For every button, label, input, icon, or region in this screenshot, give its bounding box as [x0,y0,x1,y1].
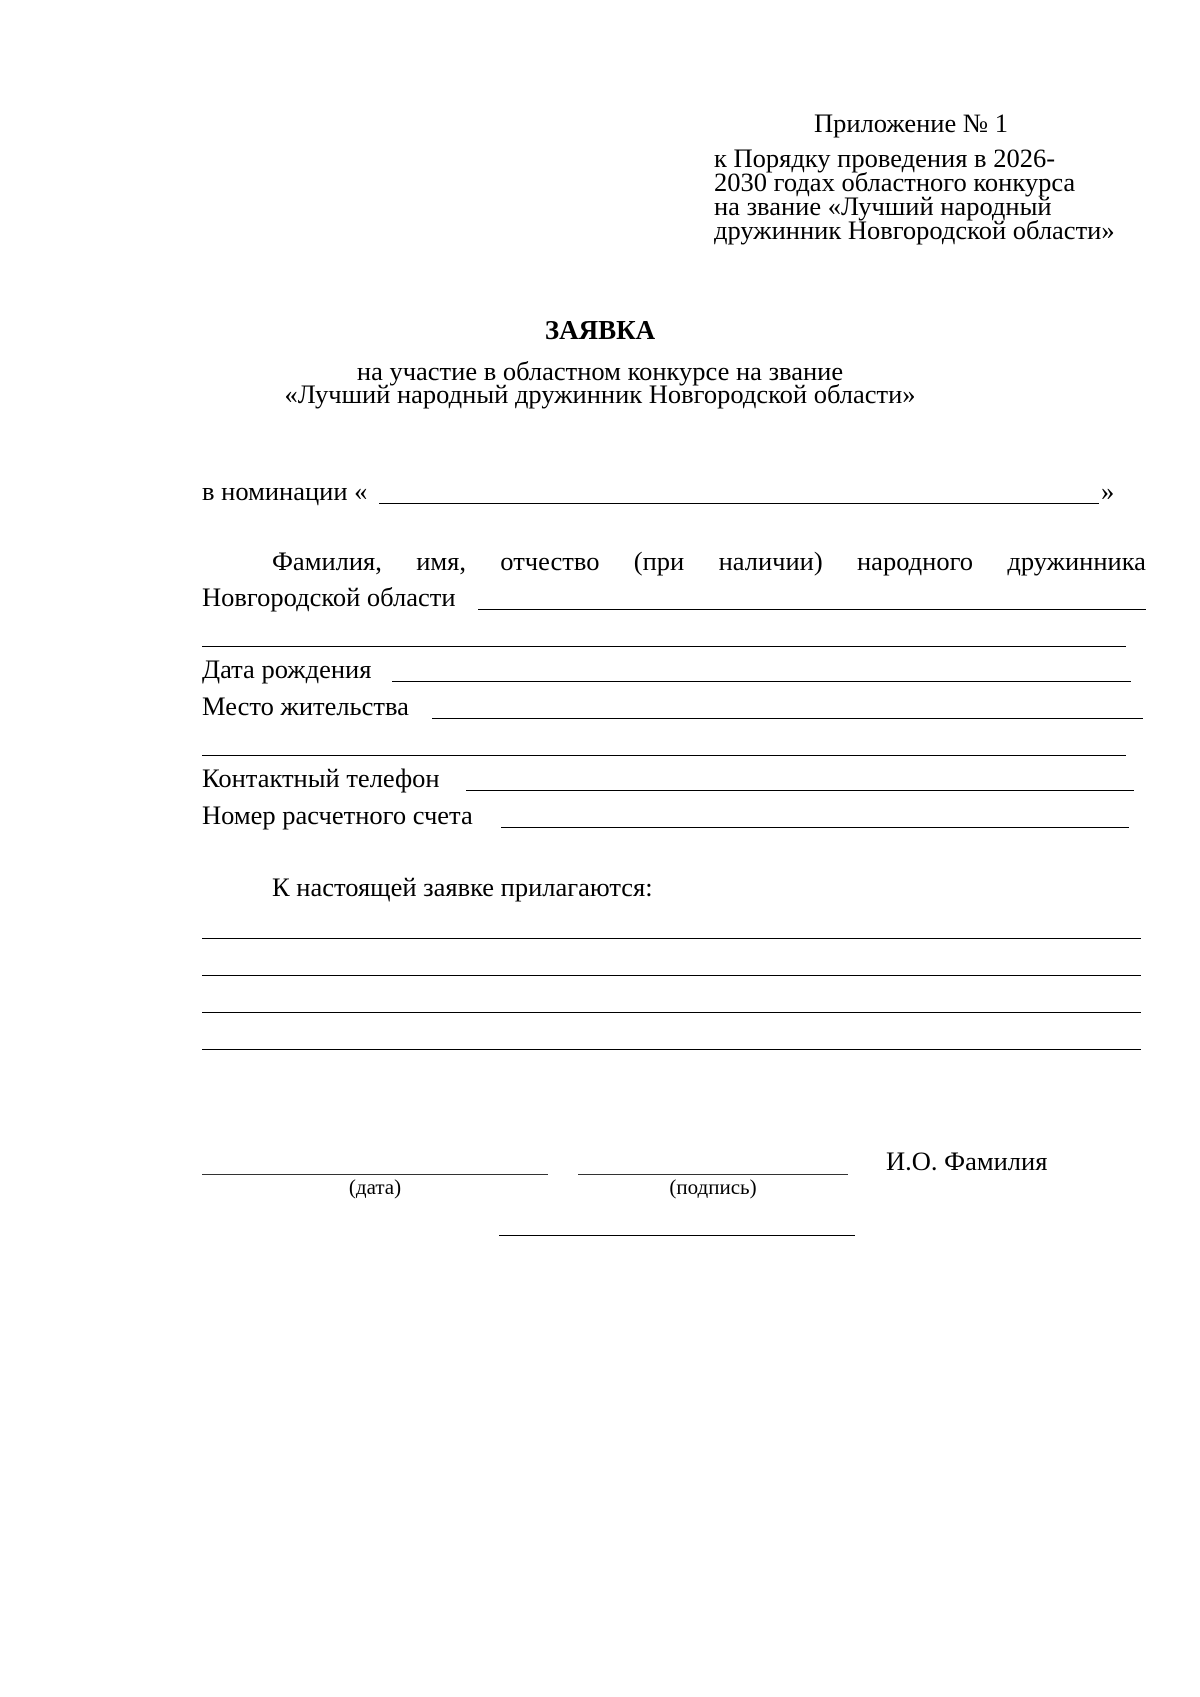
extra-signature-line[interactable] [499,1235,855,1236]
attachments-label: К настоящей заявке прилагаются: [272,872,653,902]
fio-field-continuation[interactable] [202,646,1126,647]
phone-label: Контактный телефон [202,763,440,793]
appendix-reference [714,143,1144,245]
fio-word: отчество [500,546,600,576]
appendix-line: дружинник Новгородской области» [714,215,1115,245]
fio-field[interactable] [478,609,1146,610]
fio-word: (при [633,546,685,576]
phone-field[interactable] [466,790,1134,791]
birth-date-field[interactable] [392,681,1131,682]
nomination-field[interactable] [379,503,1099,504]
residence-label: Место жительства [202,691,409,721]
appendix-line: 2030 годах областного конкурса [714,167,1076,197]
fio-label-line2: Новгородской области [202,582,456,612]
nomination-label: в номинации « [202,476,368,506]
attachments-field[interactable] [202,1049,1141,1050]
fio-word: наличии) [718,546,823,576]
nomination-closing-quote: » [1101,476,1115,506]
appendix-line: к Порядку проведения в 2026- [714,143,1056,173]
appendix-line: на звание «Лучший народный [714,191,1052,221]
signature-caption: (подпись) [669,1175,757,1199]
appendix-title: Приложение № 1 [814,108,1009,138]
residence-field-continuation[interactable] [202,755,1126,756]
birth-date-label: Дата рождения [202,654,372,684]
attachments-field[interactable] [202,1012,1141,1013]
account-field[interactable] [501,827,1129,828]
account-label: Номер расчетного счета [202,800,473,830]
fio-word: Фамилия, [272,546,382,576]
fio-word: имя, [416,546,466,576]
fio-word: народного [857,546,974,576]
fio-label [272,546,1146,577]
document-subtitle: на участие в областном конкурсе на звание [356,356,844,386]
attachments-field[interactable] [202,938,1141,939]
attachments-field[interactable] [202,975,1141,976]
signer-name: И.О. Фамилия [886,1146,1048,1176]
date-caption: (дата) [348,1175,402,1199]
document-title: ЗАЯВКА [544,315,656,345]
document-subtitle: «Лучший народный дружинник Новгородской области» [284,379,916,409]
residence-field[interactable] [432,718,1143,719]
fio-word: дружинника [1007,546,1146,576]
